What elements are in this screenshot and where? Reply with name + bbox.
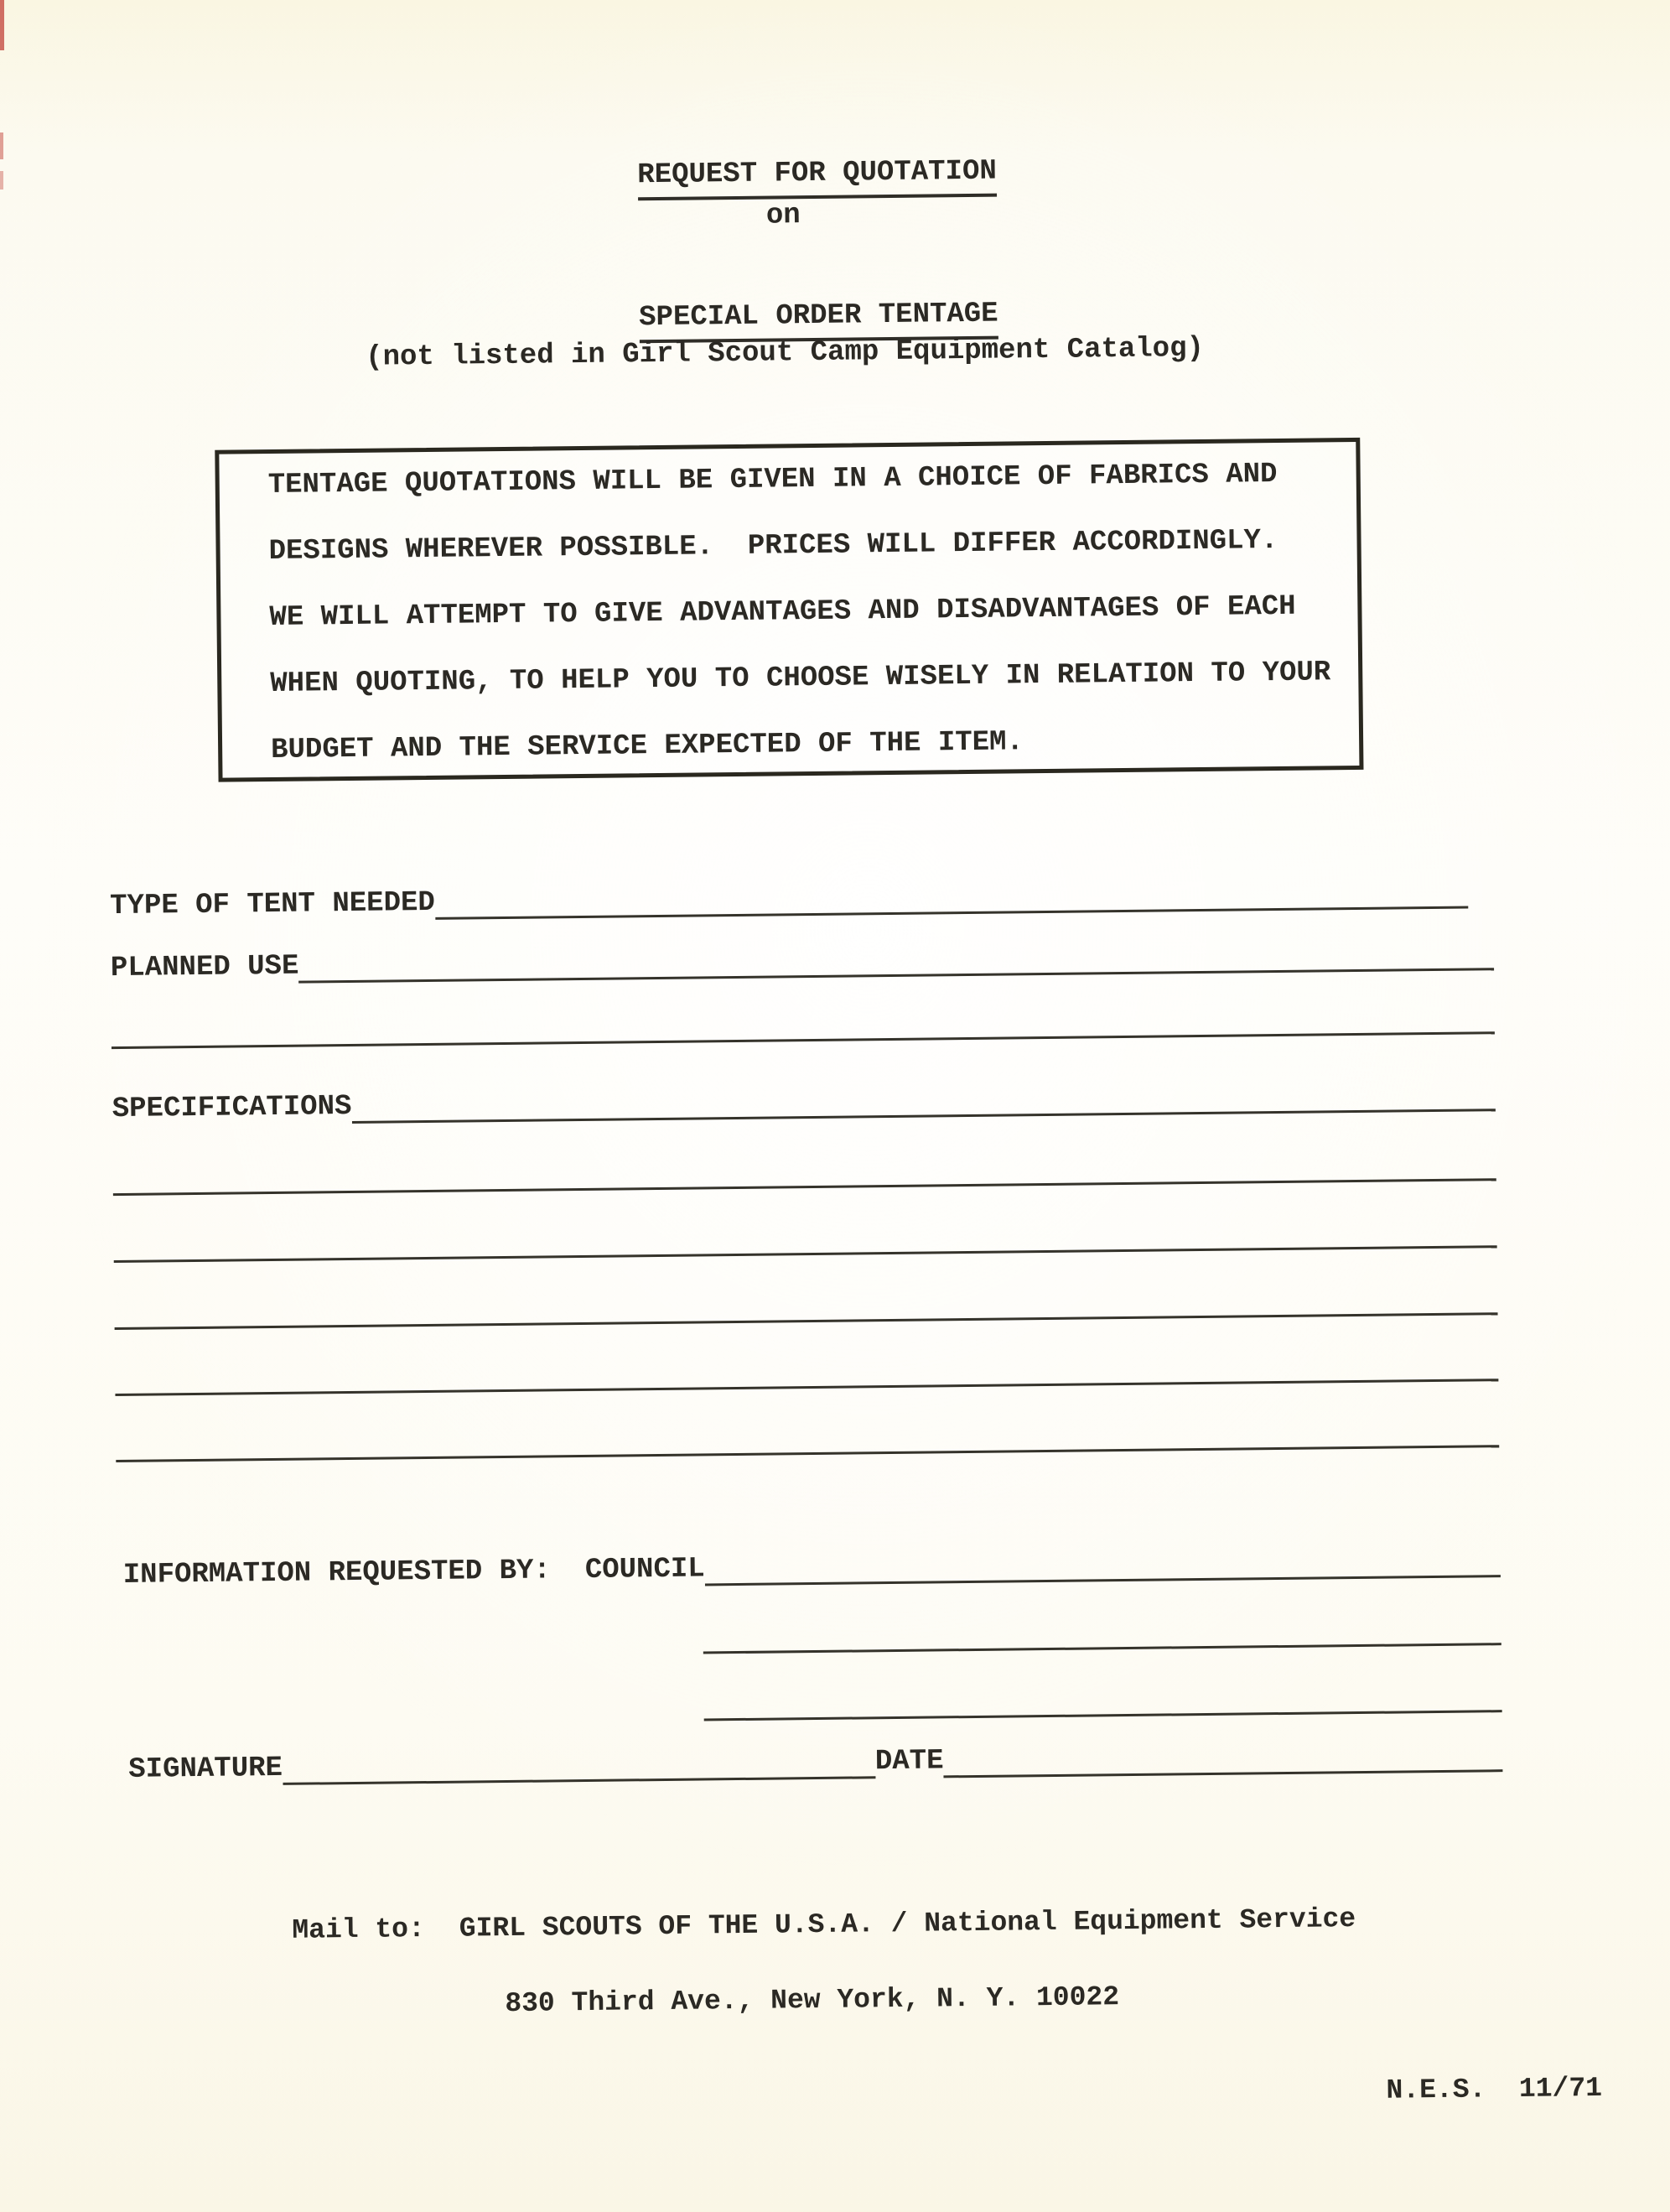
- blank-line: [115, 1379, 1498, 1396]
- mail-to-value: GIRL SCOUTS OF THE U.S.A. / National Equipment Service: [459, 1903, 1356, 1945]
- title-connector: on: [765, 200, 801, 232]
- mail-to-address: 830 Third Ave., New York, N. Y. 10022: [505, 1981, 1120, 2020]
- blank-line: [113, 1178, 1496, 1196]
- field-specifications: [112, 1075, 1496, 1126]
- signature-label: SIGNATURE: [128, 1752, 283, 1786]
- mail-to-label: Mail to:: [292, 1913, 426, 1946]
- notice-line: WE WILL ATTEMPT TO GIVE ADVANTAGES AND DISADVANTAGES OF EACH: [269, 590, 1296, 635]
- form-code: N.E.S. 11/71: [1386, 2072, 1603, 2106]
- blank-line: [116, 1445, 1499, 1462]
- council-blank-line: [704, 1710, 1502, 1721]
- council-blank-line: [704, 1541, 1500, 1586]
- form-subject-text: SPECIAL ORDER TENTAGE: [639, 298, 998, 344]
- blank-line: [115, 1312, 1498, 1330]
- form-subtitle: (not listed in Girl Scout Camp Equipment Catalog): [366, 332, 1205, 374]
- notice-box: [215, 438, 1363, 782]
- notice-line: TENTAGE QUOTATIONS WILL BE GIVEN IN A CHOICE OF FABRICS AND: [267, 458, 1278, 502]
- notice-line: BUDGET AND THE SERVICE EXPECTED OF THE ITEM.: [270, 726, 1024, 766]
- field-council: [123, 1541, 1501, 1592]
- type-of-tent-blank-line: [435, 873, 1469, 920]
- planned-use-blank-line: [298, 934, 1494, 983]
- planned-use-label: PLANNED USE: [110, 950, 299, 985]
- mail-to-line: [292, 1903, 1356, 1948]
- scan-edge-artifact: [0, 0, 4, 50]
- date-blank-line: [943, 1736, 1502, 1778]
- specifications-label: SPECIFICATIONS: [112, 1090, 352, 1126]
- specifications-blank-line: [351, 1075, 1496, 1124]
- field-signature-date: [128, 1736, 1502, 1787]
- council-label: COUNCIL: [584, 1553, 705, 1586]
- type-of-tent-label: TYPE OF TENT NEEDED: [109, 886, 436, 923]
- date-label: DATE: [874, 1745, 944, 1778]
- field-type-of-tent: [110, 873, 1468, 924]
- notice-line: DESIGNS WHEREVER POSSIBLE. PRICES WILL DIFFER ACCORDINGLY.: [268, 524, 1278, 569]
- form-title-text: REQUEST FOR QUOTATION: [637, 155, 997, 201]
- blank-line: [112, 1031, 1495, 1049]
- scan-edge-artifact: [0, 132, 3, 159]
- field-planned-use: [111, 934, 1494, 985]
- signature-blank-line: [283, 1742, 875, 1785]
- info-requested-label: INFORMATION REQUESTED BY:: [122, 1555, 552, 1591]
- notice-line: WHEN QUOTING, TO HELP YOU TO CHOOSE WISELY IN RELATION TO YOUR: [270, 657, 1331, 701]
- council-blank-line: [703, 1643, 1501, 1654]
- scan-edge-artifact: [0, 171, 3, 190]
- blank-line: [114, 1245, 1497, 1263]
